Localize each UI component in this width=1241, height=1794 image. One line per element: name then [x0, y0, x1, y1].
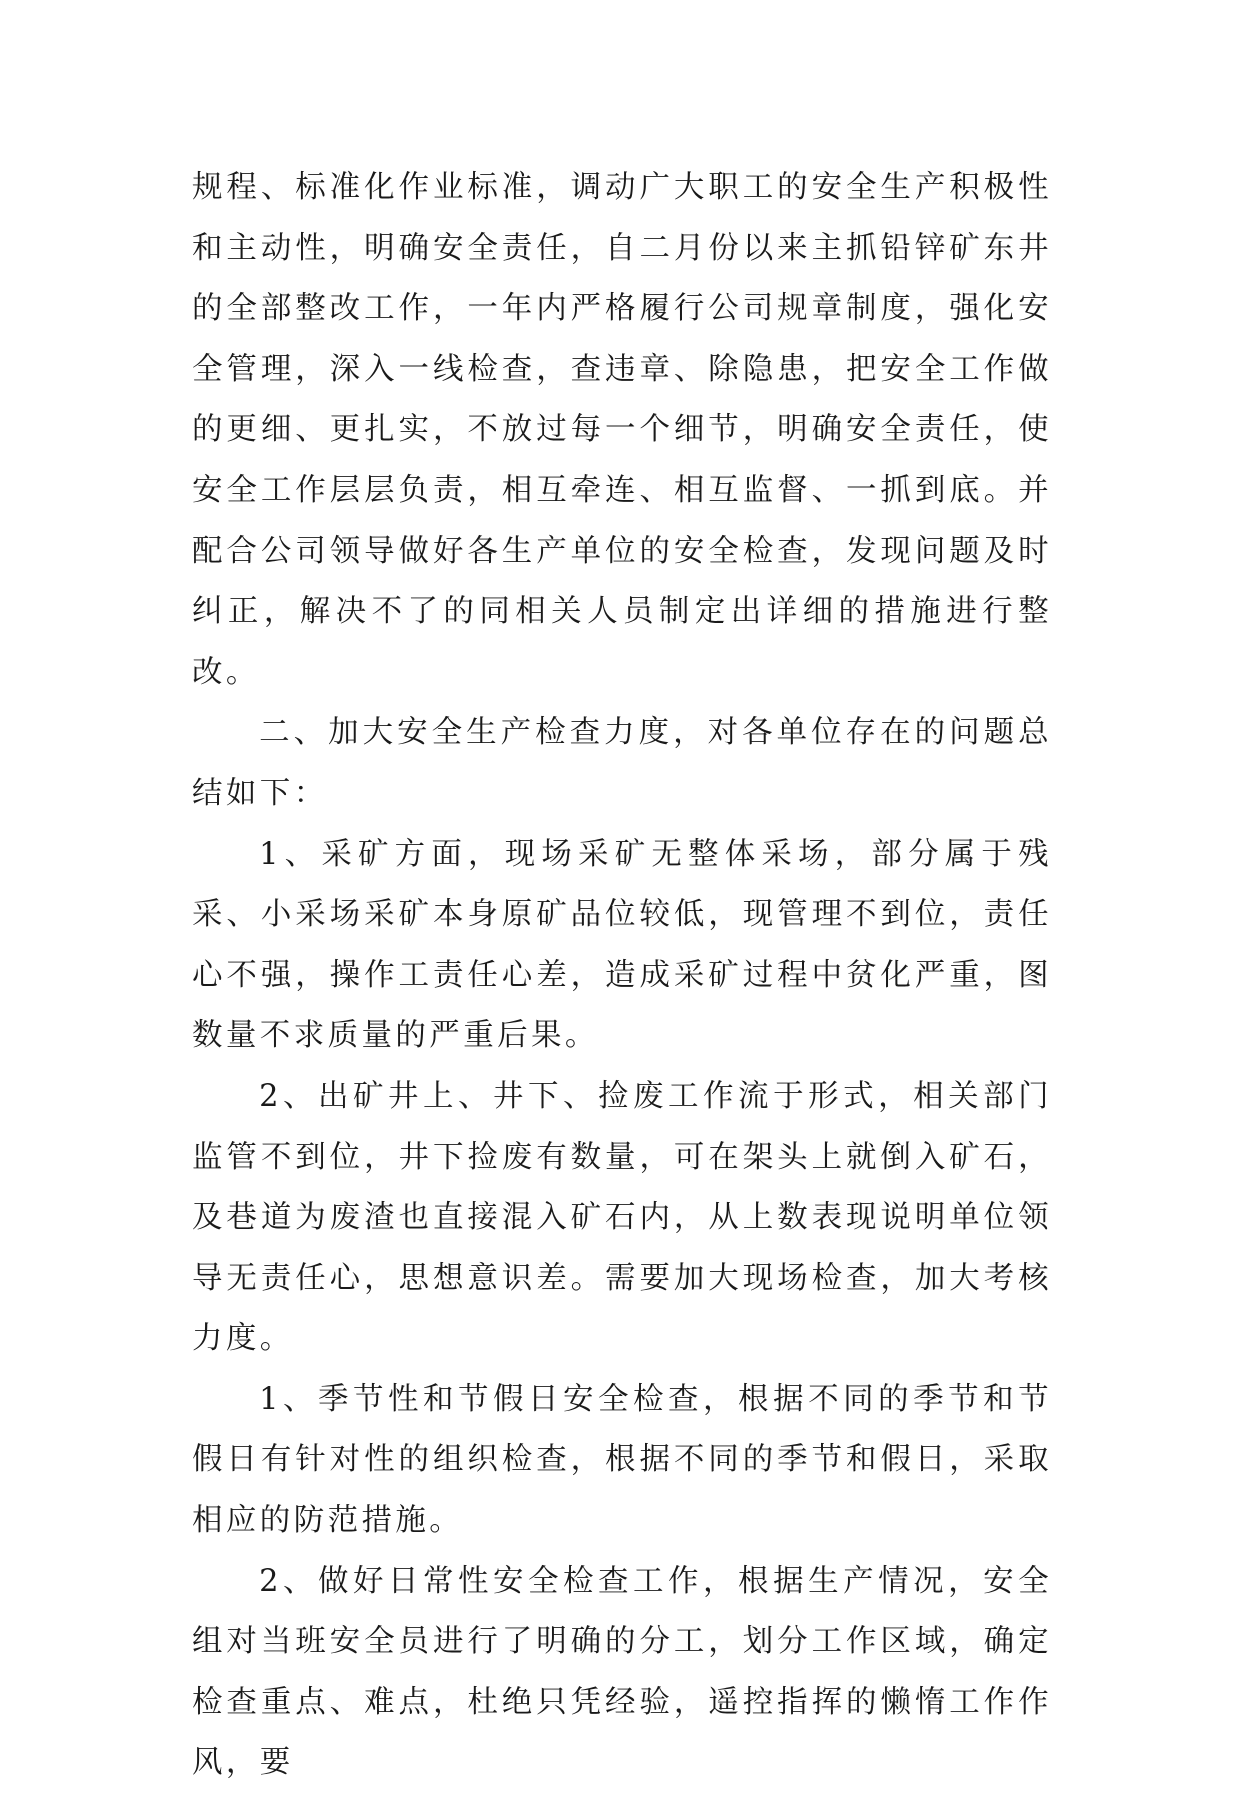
paragraph-2: 二、加大安全生产检查力度，对各单位存在的问题总结如下：: [192, 715, 1052, 811]
paragraph-6: 2、做好日常性安全检查工作，根据生产情况，安全组对当班安全员进行了明确的分工，划分工作区域，确定检查重点、难点，杜绝只凭经验，遥控指挥的懒惰工作作风，要: [192, 1563, 1052, 1781]
document-body: [192, 158, 1052, 1794]
paragraph-5: 1、季节性和节假日安全检查，根据不同的季节和节假日有针对性的组织检查，根据不同的季节和假日，采取相应的防范措施。: [192, 1381, 1052, 1539]
paragraph-1: 规程、标准化作业标准，调动广大职工的安全生产积极性和主动性，明确安全责任，自二月份以来主抓铅锌矿东井的全部整改工作，一年内严格履行公司规章制度，强化安全管理，深入一线检查，查违章、除隐患，把安全工作做的更细、更扎实，不放过每一个细节，明确安全责任，使安全工作层层负责，相互牵连、相互监督、一抓到底。并配合公司领导做好各生产单位的安全检查，发现问题及时纠正，解决不了的同相关人员制定出详细的措施进行整改。: [192, 170, 1052, 690]
paragraph-3: 1、采矿方面，现场采矿无整体采场，部分属于残采、小采场采矿本身原矿品位较低，现管理不到位，责任心不强，操作工责任心差，造成采矿过程中贫化严重，图数量不求质量的严重后果。: [192, 836, 1052, 1054]
paragraph-4: 2、出矿井上、井下、捡废工作流于形式，相关部门监管不到位，井下捡废有数量，可在架头上就倒入矿石，及巷道为废渣也直接混入矿石内，从上数表现说明单位领导无责任心，思想意识差。需要加大现场检查，加大考核力度。: [192, 1078, 1052, 1357]
